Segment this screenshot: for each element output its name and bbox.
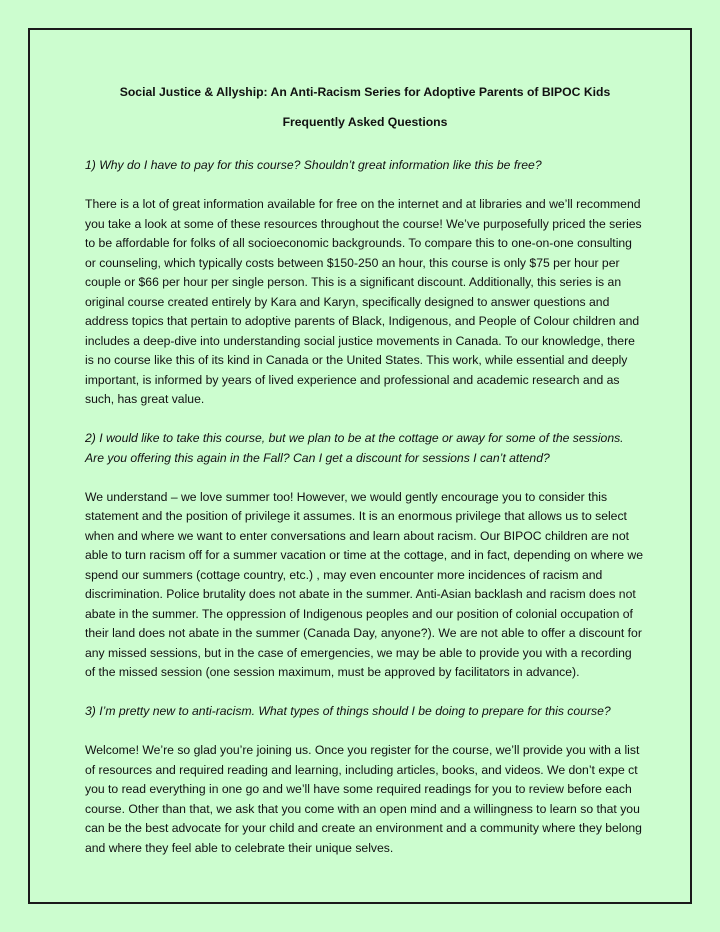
document-subtitle: Frequently Asked Questions [282,115,448,129]
faq-answer-2: We understand – we love summer too! However, we would gently encourage you to consider this statement and the position of privilege it assumes. It is an enormous privilege that allows us to select when and where we want to enter conversations and learn about racism. Our BIPOC children are not able to turn racism off for a summer vacation or time at the cottage, and in fact, depending on where we spend our summers (cottage country, etc.) , may even encounter more incidences of racism and discrimination. Police brutality does not abate in the summer. Anti-Asian backlash and racism does not abate in the summer. The oppression of Indigenous peoples and our position of colonial occupation of their land does not abate in the summer (Canada Day, anyone?). We are not able to offer a discount for any missed sessions, but in the case of emergencies, we may be able to provide you with a recording of the missed session (one session maximum, must be approved by facilitators in advance). [85,489,643,679]
document-body [85,84,645,858]
faq-answer-3: Welcome! We’re so glad you’re joining us. Once you register for the course, we’ll provide you with a list of resources and required reading and learning, including articles, books, and videos. We don’t expe ct you to read everything in one go and we’ll have some required readings for you to review before each course. Other than that, we ask that you come with an open mind and a willingness to learn so that you can be the best advocate for your child and create an environment and a community where they belong and where they feel able to celebrate their unique selves. [85,743,642,855]
document-title: Social Justice & Allyship: An Anti-Racism Series for Adoptive Parents of BIPOC Kids [119,85,611,99]
faq-question-3: 3) I’m pretty new to anti-racism. What types of things should I be doing to prepare for this course? [85,704,611,718]
faq-question-2: 2) I would like to take this course, but we plan to be at the cottage or away for some of the sessions. Are you offering this again in the Fall? Can I get a discount for sessions I can’t attend? [85,431,624,465]
faq-answer-1: There is a lot of great information available for free on the internet and at libraries and we’ll recommend you take a look at some of these resources throughout the course! We’ve purposefully priced the series to be affordable for folks of all socioeconomic backgrounds. To compare this to one-on-one consulting or counseling, which typically costs between $150-250 an hour, this course is only $75 per hour per couple or $66 per hour per single person. This is a significant discount. Additionally, this series is an original course created entirely by Kara and Karyn, specifically designed to answer questions and address topics that pertain to adoptive parents of Black, Indigenous, and People of Colour children and includes a deep-dive into understanding social justice movements in Canada. To our knowledge, there is no course like this of its kind in Canada or the United States. This work, while essential and deeply important, is informed by years of lived experience and professional and academic research and as such, has great value. [85,197,642,406]
faq-question-1: 1) Why do I have to pay for this course? Shouldn’t great information like this be free? [85,158,542,172]
